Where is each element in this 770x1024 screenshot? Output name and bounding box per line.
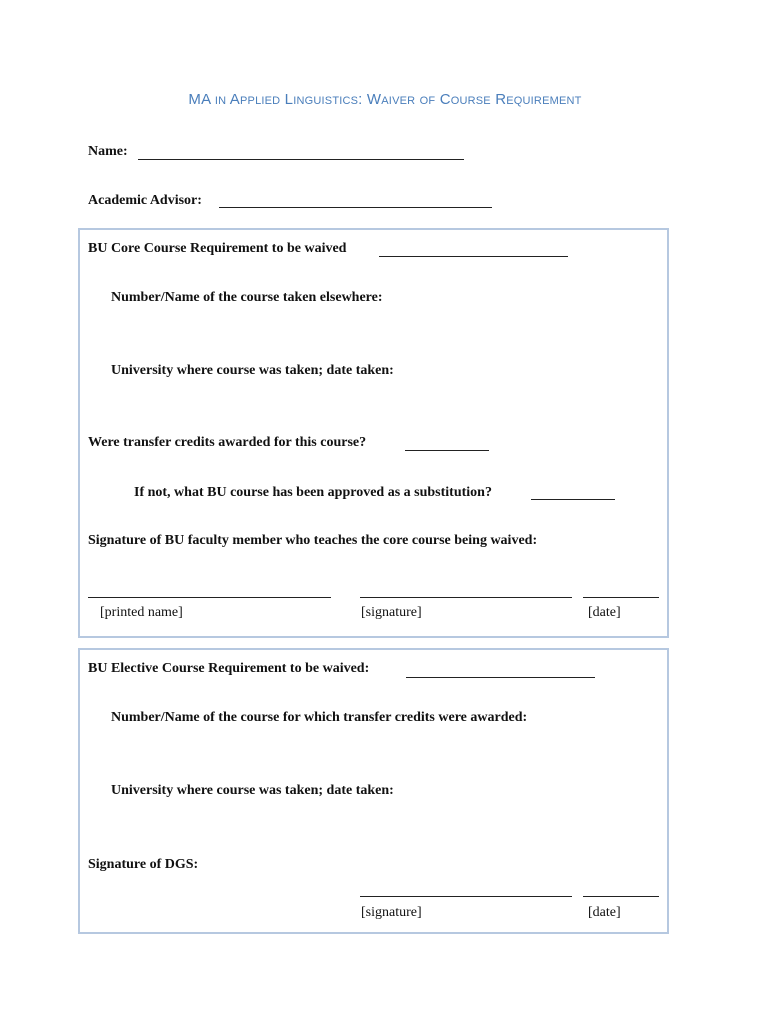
course-transfer-label: Number/Name of the course for which transfer credits were awarded: xyxy=(111,710,528,725)
transfer-credits-question: Were transfer credits awarded for this course? xyxy=(88,435,367,450)
academic-advisor-label: Academic Advisor: xyxy=(88,193,202,208)
core-university-label: University where course was taken; date taken: xyxy=(111,363,394,378)
core-course-field[interactable] xyxy=(379,256,568,257)
dgs-date-caption: [date] xyxy=(588,905,621,920)
printed-name-caption: [printed name] xyxy=(100,605,183,620)
name-label: Name: xyxy=(88,144,128,159)
core-signature-caption: [signature] xyxy=(361,605,422,620)
substitution-question: If not, what BU course has been approved as a substitution? xyxy=(134,485,492,500)
academic-advisor-field[interactable] xyxy=(219,207,492,208)
core-signature-label: Signature of BU faculty member who teaches the core course being waived: xyxy=(88,533,538,548)
dgs-signature-label: Signature of DGS: xyxy=(88,857,199,872)
course-elsewhere-label: Number/Name of the course taken elsewhere: xyxy=(111,290,383,305)
dgs-date-line[interactable] xyxy=(583,896,659,897)
printed-name-line[interactable] xyxy=(88,597,331,598)
core-date-caption: [date] xyxy=(588,605,621,620)
substitution-field[interactable] xyxy=(531,499,615,500)
core-course-heading: BU Core Course Requirement to be waived xyxy=(88,241,347,256)
name-field[interactable] xyxy=(138,159,464,160)
elective-course-field[interactable] xyxy=(406,677,595,678)
dgs-signature-line[interactable] xyxy=(360,896,572,897)
form-title: MA in Applied Linguistics: Waiver of Course Requirement xyxy=(188,91,582,108)
transfer-credits-field[interactable] xyxy=(405,450,489,451)
core-signature-line[interactable] xyxy=(360,597,572,598)
elective-university-label: University where course was taken; date taken: xyxy=(111,783,394,798)
dgs-signature-caption: [signature] xyxy=(361,905,422,920)
elective-course-heading: BU Elective Course Requirement to be waived: xyxy=(88,661,370,676)
core-date-line[interactable] xyxy=(583,597,659,598)
